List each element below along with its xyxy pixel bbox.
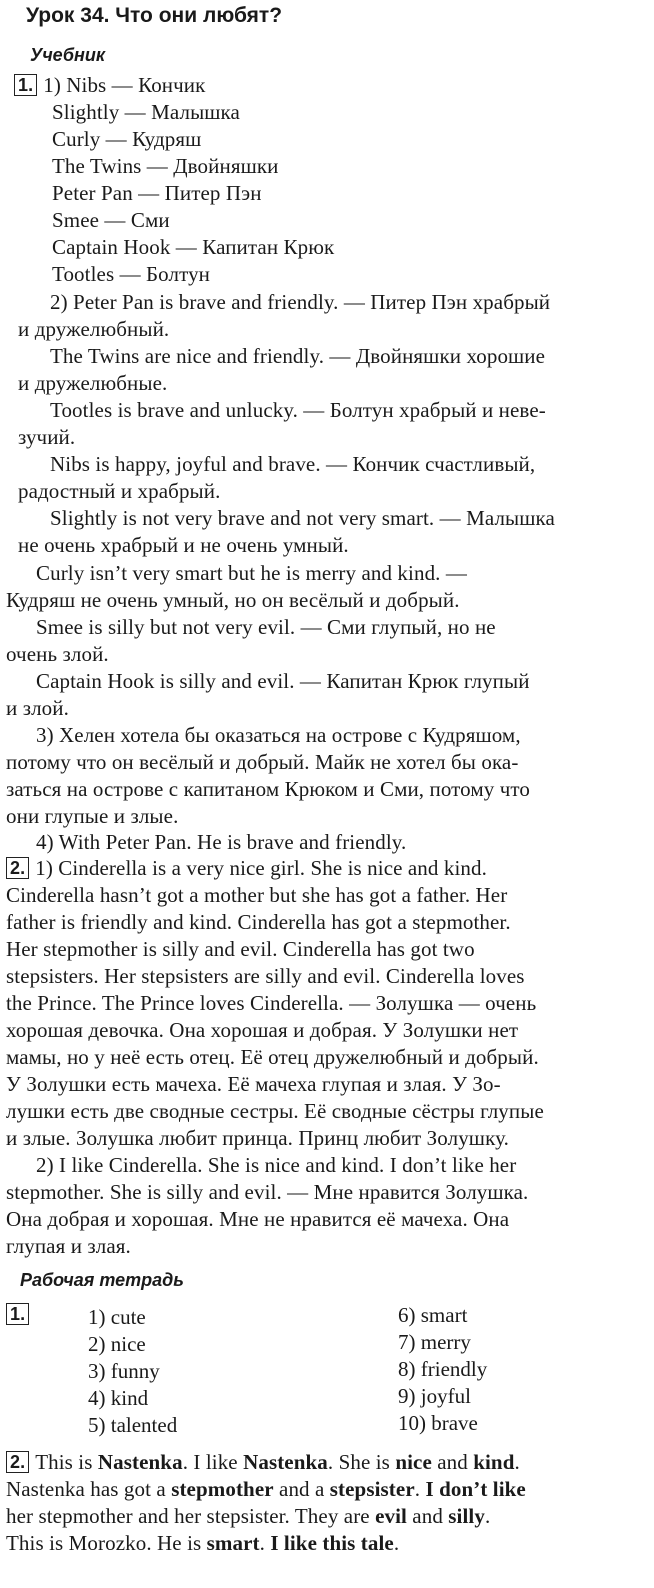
wb1-answer: 10) brave — [398, 1411, 478, 1435]
ex1-line-6: Captain Hook — Капитан Крюк — [52, 235, 335, 259]
ex2-line-1: Cinderella hasn’t got a mother but she has got a father. Her — [6, 883, 508, 907]
wb1-number-box: 1. — [6, 1303, 29, 1325]
ex1-p2-line-2: The Twins are nice and friendly. — Двойняшки хорошие — [50, 344, 546, 368]
ex1-p4-line: 4) With Peter Pan. He is brave and friendly. — [36, 830, 407, 854]
ex2-line-3: Her stepmother is silly and evil. Cinderella has got two — [6, 937, 475, 961]
wb2-line-0: 2. This is Nastenka. I like Nastenka. She is nice and kind. — [6, 1450, 520, 1474]
ex1-p2-line-15: и злой. — [6, 696, 69, 720]
wb2-line-3: This is Morozko. He is smart. I like this tale. — [6, 1531, 400, 1555]
wb1-number-line — [6, 1302, 35, 1326]
ex1-p2-line-5: зучий. — [18, 425, 76, 449]
ex1-p2-line-4: Tootles is brave and unlucky. — Болтун храбрый и неве- — [50, 398, 546, 422]
wb2-line-2: her stepmother and her stepsister. They are evil and silly. — [6, 1504, 491, 1528]
ex1-line-5: Smee — Сми — [52, 208, 170, 232]
wb1-answer: 4) kind — [88, 1386, 149, 1410]
wb1-answer: 5) talented — [88, 1413, 178, 1437]
ex1-p3-line-2: заться на острове с капитаном Крюком и Сми, потому что — [6, 777, 530, 801]
ex1-p2-line-1: и дружелюбный. — [18, 317, 170, 341]
ex1-line-0: 1. 1) Nibs — Кончик — [14, 73, 205, 97]
ex1-p2-line-10: Curly isn’t very smart but he is merry and kind. — — [36, 561, 467, 585]
ex2-line-4: stepsisters. Her stepsisters are silly and evil. Cinderella loves — [6, 964, 525, 988]
ex2-line-14: глупая и злая. — [6, 1234, 131, 1258]
ex1-p2-line-11: Кудряш не очень умный, но он весёлый и добрый. — [6, 588, 460, 612]
wb2-number-box: 2. — [6, 1451, 29, 1473]
ex2-line-6: хорошая девочка. Она хорошая и добрая. У Золушки нет — [6, 1018, 519, 1042]
ex1-number-box: 1. — [14, 74, 37, 96]
ex1-p2-line-8: Slightly is not very brave and not very smart. — Малышка — [50, 506, 555, 530]
ex2-line-5: the Prince. The Prince loves Cinderella. — Золушка — очень — [6, 991, 537, 1015]
ex2-line-11: 2) I like Cinderella. She is nice and kind. I don’t like her — [36, 1153, 517, 1177]
ex1-p3-line-0: 3) Хелен хотела бы оказаться на острове с Кудряшом, — [36, 723, 521, 747]
wb1-answer: 7) merry — [398, 1330, 471, 1354]
wb1-answer: 3) funny — [88, 1359, 160, 1383]
wb1-left-column — [88, 1304, 177, 1439]
ex1-p3-line-3: они глупые и злые. — [6, 804, 179, 828]
wb1-answer: 2) nice — [88, 1332, 146, 1356]
ex2-line-8: У Золушки есть мачеха. Её мачеха глупая и злая. У Зо- — [6, 1072, 501, 1096]
ex1-p2-line-12: Smee is silly but not very evil. — Сми глупый, но не — [36, 615, 496, 639]
ex2-line-9: лушки есть две сводные сестры. Её сводные сёстры глупые — [6, 1099, 544, 1123]
ex2-number-box: 2. — [6, 857, 29, 879]
ex1-line-7: Tootles — Болтун — [52, 262, 211, 286]
section-textbook: Учебник — [30, 45, 106, 65]
ex1-line-1: Slightly — Малышка — [52, 100, 240, 124]
page-title: Урок 34. Что они любят? — [26, 4, 283, 27]
ex2-line-12: stepmother. She is silly and evil. — Мне нравится Золушка. — [6, 1180, 529, 1204]
wb2-line-1: Nastenka has got a stepmother and a stepsister. I don’t like — [6, 1477, 526, 1501]
wb1-answer: 9) joyful — [398, 1384, 471, 1408]
ex1-p2-line-6: Nibs is happy, joyful and brave. — Кончик счастливый, — [50, 452, 536, 476]
ex1-line-3: The Twins — Двойняшки — [52, 154, 279, 178]
wb1-answer: 6) smart — [398, 1303, 468, 1327]
wb1-answer: 8) friendly — [398, 1357, 488, 1381]
ex1-line-4: Peter Pan — Питер Пэн — [52, 181, 262, 205]
ex1-p2-line-9: не очень храбрый и не очень умный. — [18, 533, 349, 557]
ex2-line-10: и злые. Золушка любит принца. Принц любит Золушку. — [6, 1126, 509, 1150]
ex1-line-2: Curly — Кудряш — [52, 127, 202, 151]
wb1-right-column — [398, 1302, 487, 1437]
ex2-line-7: мамы, но у неё есть отец. Её отец дружелюбный и добрый. — [6, 1045, 539, 1069]
ex2-line-0: 2. 1) Cinderella is a very nice girl. She is nice and kind. — [6, 856, 487, 880]
ex1-p2-line-14: Captain Hook is silly and evil. — Капитан Крюк глупый — [36, 669, 530, 693]
section-workbook: Рабочая тетрадь — [20, 1270, 184, 1290]
ex1-p2-line-0: 2) Peter Pan is brave and friendly. — Питер Пэн храбрый — [50, 290, 551, 314]
ex2-line-2: father is friendly and kind. Cinderella has got a stepmother. — [6, 910, 511, 934]
ex1-p2-line-3: и дружелюбные. — [18, 371, 168, 395]
wb1-answer: 1) cute — [88, 1305, 146, 1329]
ex1-p2-line-7: радостный и храбрый. — [18, 479, 221, 503]
ex2-line-13: Она добрая и хорошая. Мне не нравится её мачеха. Она — [6, 1207, 510, 1231]
ex1-p3-line-1: потому что он весёлый и добрый. Майк не хотел бы ока- — [6, 750, 519, 774]
ex1-p2-line-13: очень злой. — [6, 642, 109, 666]
